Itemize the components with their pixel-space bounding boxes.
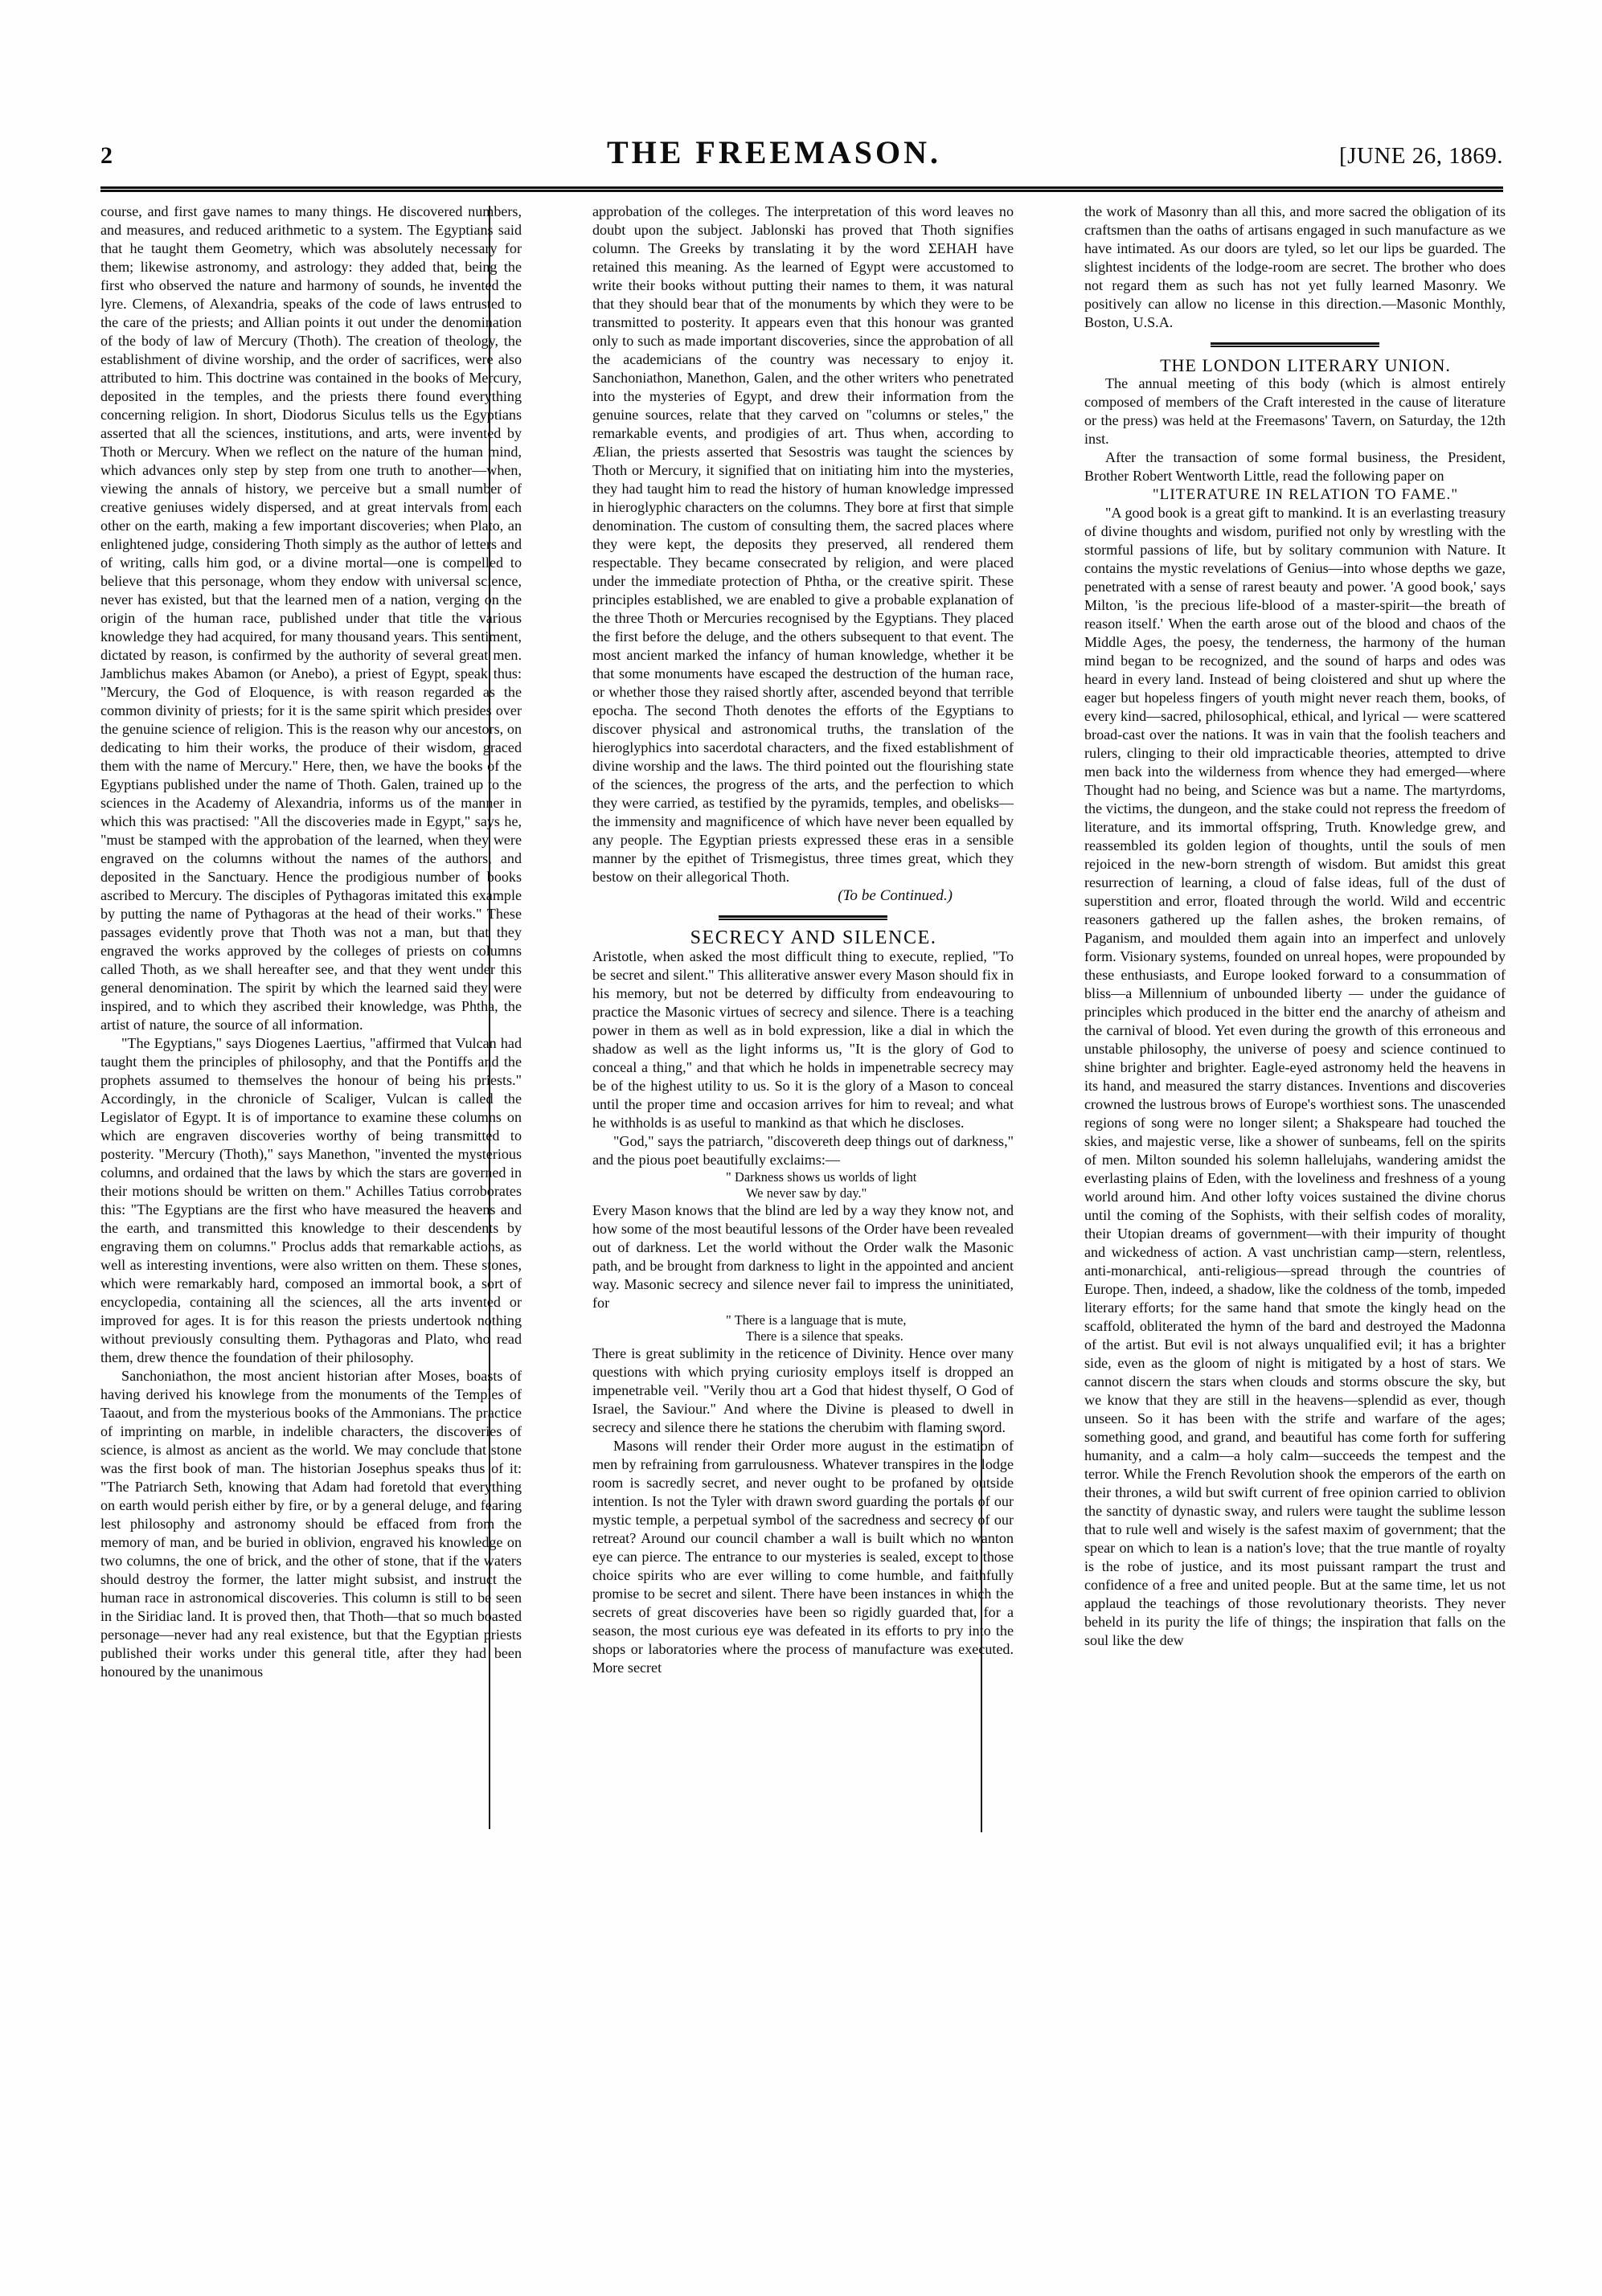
paragraph: course, and first gave names to many things. He discovered numbers, and measures, and reduced arithmetic to a system. The Egyptians said that he taught them Geometry, which was absolutely necessary for them; likewise astronomy, and astrology: they added that, being the first who observed the nature and harmony of sounds, he invented the lyre. Clemens, of Alexandria, speaks of the code of laws entrusted to the care of the priests; and Allian points it out under the denomination of the body of law of Mercury (Thoth). The creation of theology, the establishment of divine worship, and the order of sacrifices, were also attributed to him. This doctrine was contained in the books of Mercury, deposited in the temples, and the priests there found everything concerning religion. In short, Diodorus Siculus tells us the Egyptians asserted that all the sciences, institutions, and arts, were invented by Thoth or Mercury. When we reflect on the nature of the human mind, which advances only step by step from one truth to another—when, viewing the annals of history, we perceive but a small number of creative geniuses widely dispersed, and at great intervals from each other on the earth, making a few important discoveries; when Plato, an enlightened judge, considering Thoth simply as the author of letters and of writing, calls him god, or a divine mortal—one is compelled to believe that this personage, whom they endow with universal science, never has existed, but that the learned men of a nation, verging on the origin of the human race, published under that title the various knowledge they had acquired, for many thousand years. This sentiment, dictated by reason, is confirmed by the authority of several great men. Jamblichus makes Abamon (or Anebo), a priest of Egypt, speak thus: "Mercury, the God of Eloquence, is with reason regarded as the common divinity of priests; for it is the same spirit which presides over the genuine science of religion. This is the reason why our ancestors, on dedicating to him their works, the produce of their wisdom, graced them with the name of Mercury." Here, then, we have the books of the Egyptians published under the name of Thoth. Galen, trained up to the sciences in the Academy of Alexandria, informs us of the manner in which this was practised: "All the discoveries made in Egypt," says he, "must be stamped with the approbation of the learned, when they were engraved on the columns without the names of the authors, and deposited in the Sanctuary. Hence the prodigious number of books ascribed to Mercury. The disciples of Pythagoras imitated this example by putting the name of Pythagoras at the head of their works." These passages evidently prove that Thoth was not a man, but that they engraved the works approved by the colleges of priests on columns called Thoth, as we shall hereafter see, and that they went under this general denomination. The spirit by which the learned said they were inspired, and to which they ascribed their knowledge, was Phtha, the artist of nature, the source of all information. bbox=[100, 203, 522, 1033]
paper-subheading: "LITERATURE IN RELATION TO FAME." bbox=[1152, 486, 1459, 503]
paragraph: Sanchoniathon, the most ancient historian after Moses, boasts of having derived his knowlege from the monuments of the Temples of Taaout, and from the mysterious books of the Ammonians. The practice of imprinting on marble, in indelible characters, the discoveries of science, is almost as ancient as the world. We may conclude that stone was the first book of man. The historian Josephus speaks thus of it: "The Patriarch Seth, knowing that Adam had foretold that everything on earth would perish either by fire, or by a general deluge, and fearing lest philosophy and astronomy should be effaced from from the memory of man, and be buried in oblivion, engraved his knowledge on two columns, the one of brick, and the other of stone, that if the waters should destroy the former, the latter might subsist, and instruct the human race in astronomical discoveries. This column is still to be seen in the Siridiac land. It is proved then, that Thoth—that so much boasted personage—never had any real existence, but that the Egyptian priests published their works under this general title, after they had been honoured by the unanimous bbox=[100, 1368, 522, 1680]
paragraph: "God," says the patriarch, "discovereth deep things out of darkness," and the pious poet beautifully exclaims:— bbox=[592, 1133, 1014, 1168]
masthead-divider-rule bbox=[100, 186, 1503, 192]
section-divider-rule bbox=[719, 915, 887, 920]
verse-quote-language bbox=[592, 1312, 1014, 1344]
column-one bbox=[100, 203, 522, 2131]
paragraph: Masons will render their Order more august in the estimation of men by refraining from garrulousness. Whatever transpires in the lodge room is sacredly secret, and never ought to be profaned by outside intention. Is not the Tyler with drawn sword guarding the portals of our mystic temple, a perpetual symbol of the sacredness and secrecy of our retreat? Around our council chamber a wall is built which no wanton eye can pierce. The entrance to our mysteries is sealed, except to those choice spirits who are ever willing to come humble, and faithfully promise to be secret and silent. There have been instances in which the secrets of great discoveries have been so rigidly guarded that, for a season, the most curious eye was defeated in its efforts to pry into the shops or laboratories where the process of manufacture was executed. More secret bbox=[592, 1438, 1014, 1676]
paragraph: There is great sublimity in the reticence of Divinity. Hence over many questions with which prying curiosity employs itself is dropped an impenetrable veil. "Verily thou art a God that hidest thyself, O God of Israel, the Saviour." And where the Divine is pleased to dwell in secrecy and silence there he stations the cherubim with flaming sword. bbox=[592, 1345, 1014, 1435]
verse-line: " There is a language that is mute, bbox=[726, 1312, 907, 1328]
publication-title: THE FREEMASON. bbox=[606, 134, 941, 170]
paragraph: the work of Masonry than all this, and more sacred the obligation of its craftsmen than the oaths of artisans engaged in such manufacture as we have intimated. As our doors are tyled, so let our lips be guarded. The slightest incidents of the lodge-room are secret. The brother who does not regard them as such has not yet fully learned Masonry. We positively can allow no license in this direction.—Masonic Monthly, Boston, U.S.A. bbox=[1084, 203, 1506, 330]
section-heading-london-literary-union: THE LONDON LITERARY UNION. bbox=[1160, 355, 1451, 375]
paragraph: "A good book is a great gift to mankind. It is an everlasting treasury of divine thoughts and wisdom, purified not only by wrestling with the stormful passions of life, but by solitary communion with Nature. It contains the mystic revelations of Genius—into whose depths we gaze, penetrated with a sense of rarest beauty and power. 'A good book,' says Milton, 'is the precious life-blood of a master-spirit—the breath of reason itself.' When the earth arose out of the blood and chaos of the Middle Ages, the poesy, the tenderness, the harmony of the human mind began to be recognized, and the sound of harps and odes was heard in every land. Instead of being cloistered and shut up where the eager but hopeless fingers of youth might never reach them, books, of every kind—sacred, philosophical, ethical, and lyrical — were scattered broad-cast over the nations. It was in vain that the foolish teachers and rulers, clinging to their old impracticable theories, attempted to drive men back into the wilderness from whence they had emerged—where Thought had no being, and Science was but a name. The martyrdoms, the victims, the dungeon, and the stake could not repress the freedom of literature, and its immortal offspring, Truth. Knowledge grew, and reassembled its golden legion of thoughts, until the souls of men rejoiced in the new-born strength of wisdom. But amidst this great resurrection of learning, a cloud of false ideas, full of the dust of superstition and error, floated through the world. Wild and eccentric reasoners gathered up the fallen ashes, the broken remains, of Paganism, and moulded them again into an imperfect and unlovely form. Visionary systems, founded on unreal hopes, were propounded by these enthusiasts, and Europe looked forward to a consummation of bliss—a Millennium of unbounded liberty — under the guidance of principles which produced in the bitter end the anarchy of atheism and the carnival of blood. Yet even during the growth of this erroneous and unstable philosophy, the universe of poesy and science continued to shine brighter and brighter. Eagle-eyed astronomy held the heavens in its hand, and measured the starry distances. Inventions and discoveries crowned the lustrous brows of Europe's worthiest sons. The unascended regions of song were no longer silent; a Shakspeare had touched the skies, and majestic verse, like a shower of sunbeams, fell on the spirits of men. Milton sounded his solemn hallelujahs, wandering amidst the everlasting plains of Eden, with the loveliness and freshness of a young world around him. And other lofty voices sustained the divine chorus until the coming of the Sophists, with their selfish codes of morality, their Utopian dreams of government—with their impurity of thought and wickedness of action. A vast unchristian camp—stern, relentless, anti-monarchical, anti-religious—spread through the countries of Europe. Then, indeed, a shadow, like the coldness of the tomb, impeded literary efforts; for the same hand that smote the kingly head on the scaffold, obliterated the hymn of the bard and destroyed the Madonna of the artist. But evil is not always unqualified evil; it has a brighter side, even as the gloom of night is mitigated by a host of stars. We cannot discern the stars when clouds and storms obscure the sky, but we know that they are still in the heavens—splendid as ever, though unseen. So it has been with the strife and warfare of the ages; something good, and grand, and beautiful has come forth for suffering humanity, and a calm—a holy calm—succeeds the tempest and the terror. While the French Revolution shook the emperors of the earth on their thrones, a wild but swift current of free opinion carried to oblivion the sanctity of dynastic sway, and rulers were taught the sublime lesson that to rule well and wisely is the safest maxim of government; that the spear on which to lean is a nation's love; that the true mantle of royalty is the robe of justice, and its most puissant rampart the trust and confidence of a free and united people. But at the same time, let us not applaud the teachings of those revolutionary theorists. They never beheld in its purity the life of things; the inspiration that falls on the soul like the dew bbox=[1084, 505, 1506, 1648]
column-two bbox=[592, 203, 1014, 2131]
section-heading-secrecy-and-silence: SECRECY AND SILENCE. bbox=[690, 927, 937, 948]
to-be-continued-note: (To be Continued.) bbox=[838, 887, 953, 904]
paragraph: After the transaction of some formal business, the President, Brother Robert Wentworth Little, read the following paper on bbox=[1084, 449, 1506, 484]
verse-quote-darkness bbox=[592, 1169, 1014, 1201]
article-columns bbox=[100, 203, 1506, 2131]
paragraph: Aristotle, when asked the most difficult thing to execute, replied, "To be secret and silent." This alliterative answer every Mason should fix in his memory, but not be deterred by difficulty from endeavouring to practice the Masonic virtues of secrecy and silence. There is a teaching power in them as well as in bold expression, like a dial in which the shadow as well as the light informs us, "It is the glory of God to conceal a thing," and that which he holds in impenetrable secrecy may be of the highest utility to us. So it is the glory of a Mason to conceal until the proper time and occasion arrives for him to reveal; and what he withholds is as useful to mankind as that which he discloses. bbox=[592, 948, 1014, 1131]
section-divider-rule bbox=[1211, 342, 1379, 347]
issue-date: [JUNE 26, 1869. bbox=[1338, 143, 1503, 169]
masthead bbox=[100, 134, 1503, 185]
verse-line: There is a silence that speaks. bbox=[746, 1328, 903, 1344]
verse-line: " Darkness shows us worlds of light bbox=[726, 1169, 917, 1185]
paragraph: Every Mason knows that the blind are led by a way they know not, and how some of the most beautiful lessons of the Order have been revealed out of darkness. Let the world without the Order walk the Masonic path, and be brought from darkness to light in the appointed and ancient way. Masonic secrecy and silence never fail to impress the uninitiated, for bbox=[592, 1202, 1014, 1311]
verse-line: We never saw by day." bbox=[746, 1185, 867, 1201]
column-three bbox=[1084, 203, 1506, 2131]
paragraph: "The Egyptians," says Diogenes Laertius, "affirmed that Vulcan had taught them the principles of philosophy, and that the Pontiffs and the prophets assumed to themselves the honour of being his priests." Accordingly, in the chronicle of Scaliger, Vulcan is called the Legislator of Egypt. It is of importance to examine these columns on which are engraven discoveries worthy of being transmitted to posterity. "Mercury (Thoth)," says Manethon, "invented the mysterious columns, and ordained that the laws by which the stars are governed in their motions should be written on them." Achilles Tatius corroborates this: "The Egyptians are the first who have measured the heavens and the earth, and transmitted this knowledge to their descendents by engraving them on columns." Proclus adds that remarkable actions, as well as interesting inventions, were also written on them. These stones, which were remarkably hard, composed an immortal book, a sort of encyclopedia, containing all the sciences, all the arts invented or improved for ages. It is for this reason the priests undertook nothing without previously consulting them. Pythagoras and Plato, who read them, drew thence the foundation of their philosophy. bbox=[100, 1035, 522, 1365]
paragraph: approbation of the colleges. The interpretation of this word leaves no doubt upon the subject. Jablonski has proved that Thoth signifies column. The Greeks by translating it by the word ΣΕΗΑΗ have retained this meaning. As the learned of Egypt were accustomed to write their books without putting their names to them, it was natural that they should bear that of the monuments by which they were to be transmitted to posterity. It appears even that this honour was granted only to such as made important discoveries, since the approbation of all the academicians of the country was necessary to enjoy it. Sanchoniathon, Manethon, Galen, and the other writers who penetrated into the mysteries of Egypt, and drew their information from the genuine sources, relate that they carved on "columns or steles," the remarkable events, and prodigies of art. Thus when, according to Ælian, the priests asserted that Sesostris was taught the sciences by Thoth or Mercury, it signified that on initiating him into the mysteries, they had taught him to read the history of human knowledge impressed in hieroglyphic characters on the columns. They bore at first that simple denomination. The custom of consulting them, the sacred places where they were kept, the deposits they preserved, all rendered them respectable. They became consecrated by religion, and were placed under the immediate protection of Phtha, or the creative spirit. These principles established, we are enabled to give a probable explanation of the three Thoth or Mercuries recognised by the Egyptians. They placed the first before the deluge, and the others subsequent to that event. The most ancient marked the infancy of human knowledge, whether it be that some monuments have escaped the destruction of the human race, or whether those they raised shortly after, ascended beyond that terrible epocha. The second Thoth denotes the efforts of the Egyptians to discover physical and astronomical truths, the translation of the hieroglyphics into sacerdotal characters, and the fixed establishment of divine worship and the laws. The third pointed out the flourishing state of the sciences, the progress of the arts, and the perfection to which they were carried, as testified by the pyramids, temples, and obelisks—the immensity and magnificence of which have never been equalled by any people. The Egyptian priests expressed these eras in a sensible manner by the epithet of Trismegistus, three times great, which they bestow on their allegorical Thoth. bbox=[592, 203, 1014, 885]
page-folio-number: 2 bbox=[100, 142, 113, 169]
paragraph: The annual meeting of this body (which is almost entirely composed of members of the Craft interested in the cause of literature or the press) was held at the Freemasons' Tavern, on Saturday, the 12th inst. bbox=[1084, 375, 1506, 447]
